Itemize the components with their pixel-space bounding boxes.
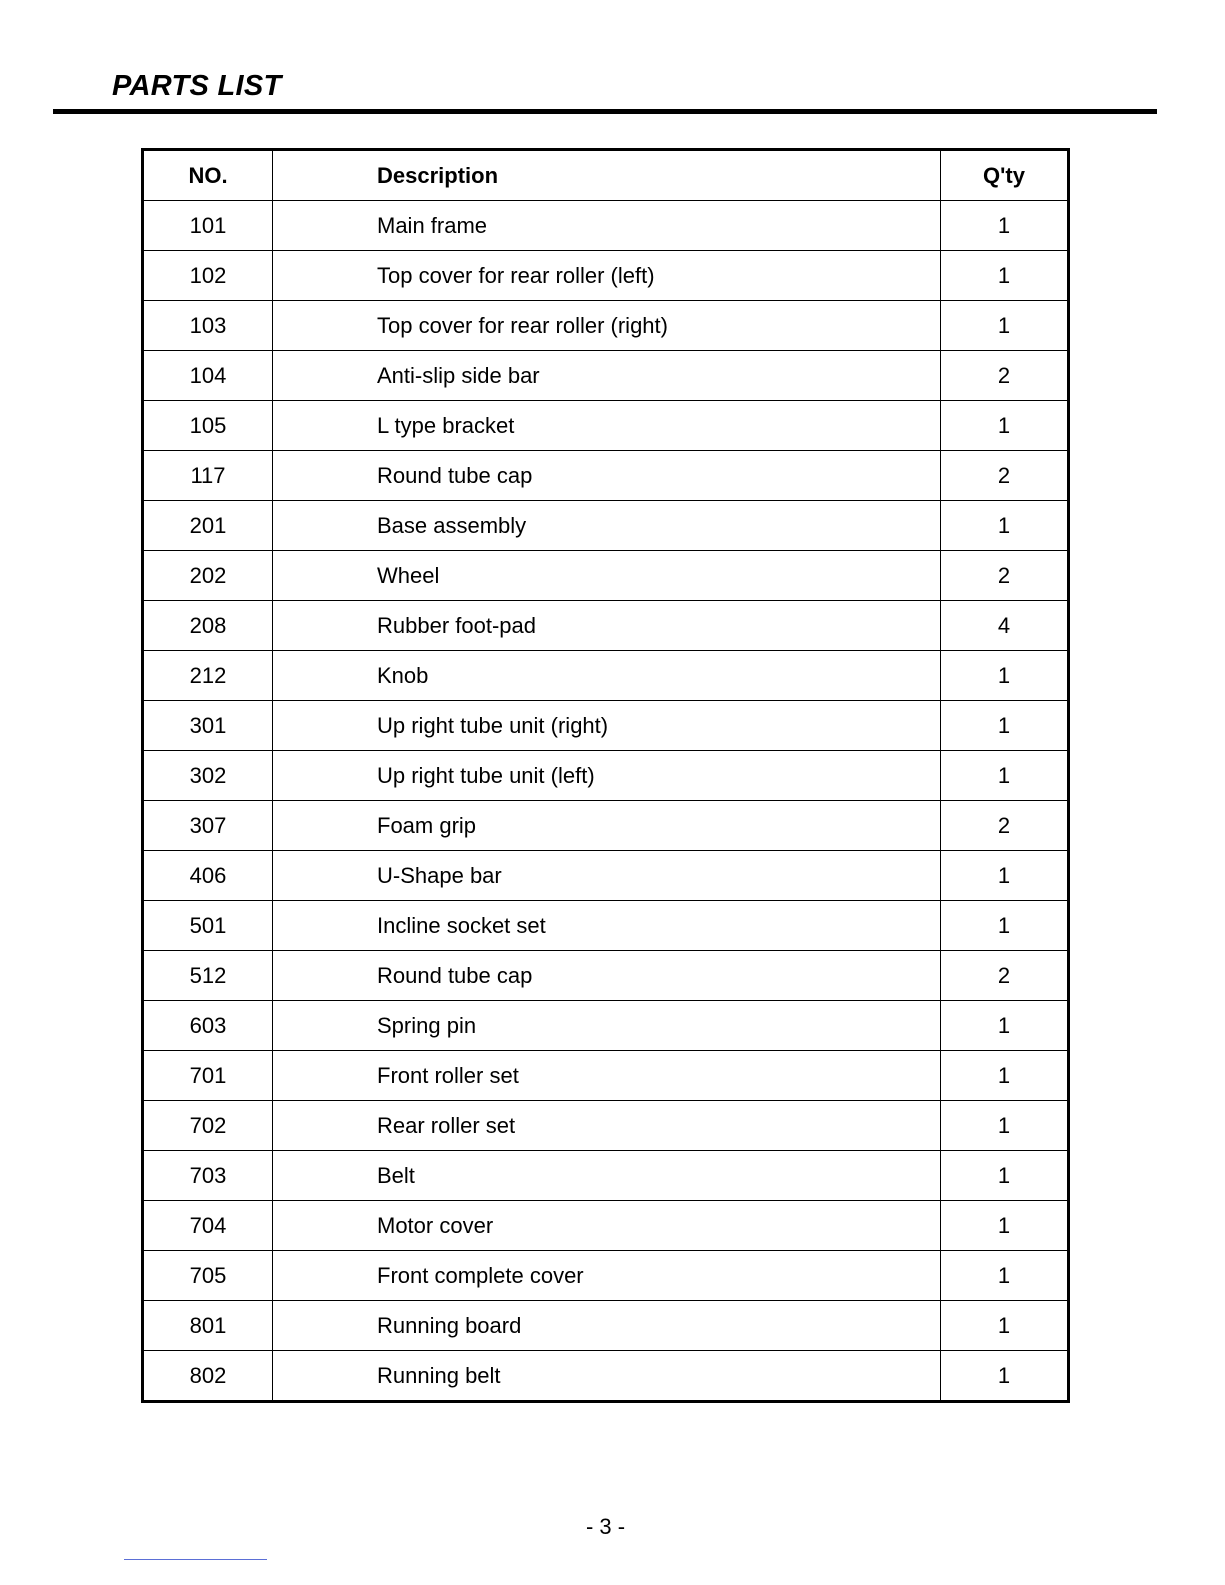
part-qty-cell: 1 bbox=[941, 501, 1069, 551]
table-row bbox=[143, 1001, 1069, 1051]
part-qty-cell: 1 bbox=[941, 1001, 1069, 1051]
table-row bbox=[143, 551, 1069, 601]
part-description-cell: Foam grip bbox=[273, 801, 941, 851]
part-description-cell: Top cover for rear roller (right) bbox=[273, 301, 941, 351]
part-description-cell: Front roller set bbox=[273, 1051, 941, 1101]
column-header-no: NO. bbox=[143, 150, 273, 201]
table-row bbox=[143, 851, 1069, 901]
part-description-cell: U-Shape bar bbox=[273, 851, 941, 901]
part-number-cell: 702 bbox=[143, 1101, 273, 1151]
part-description-cell: Knob bbox=[273, 651, 941, 701]
page-number: - 3 - bbox=[585, 1514, 626, 1539]
part-qty-cell: 1 bbox=[941, 1051, 1069, 1101]
part-description-cell: Running board bbox=[273, 1301, 941, 1351]
table-header-row bbox=[143, 150, 1069, 201]
part-qty-cell: 1 bbox=[941, 751, 1069, 801]
part-qty-cell: 2 bbox=[941, 451, 1069, 501]
part-number-cell: 603 bbox=[143, 1001, 273, 1051]
table-row bbox=[143, 1051, 1069, 1101]
part-number-cell: 102 bbox=[143, 251, 273, 301]
page-title: PARTS LIST bbox=[112, 70, 282, 102]
part-qty-cell: 1 bbox=[941, 851, 1069, 901]
table-row bbox=[143, 651, 1069, 701]
table-row bbox=[143, 1201, 1069, 1251]
part-qty-cell: 1 bbox=[941, 201, 1069, 251]
table-row bbox=[143, 701, 1069, 751]
part-description-cell: Spring pin bbox=[273, 1001, 941, 1051]
table-row bbox=[143, 951, 1069, 1001]
part-description-cell: Main frame bbox=[273, 201, 941, 251]
part-qty-cell: 1 bbox=[941, 1301, 1069, 1351]
part-qty-cell: 1 bbox=[941, 401, 1069, 451]
part-description-cell: Top cover for rear roller (left) bbox=[273, 251, 941, 301]
part-description-cell: Incline socket set bbox=[273, 901, 941, 951]
part-description-cell: Round tube cap bbox=[273, 451, 941, 501]
part-number-cell: 104 bbox=[143, 351, 273, 401]
part-qty-cell: 1 bbox=[941, 301, 1069, 351]
part-number-cell: 512 bbox=[143, 951, 273, 1001]
part-number-cell: 202 bbox=[143, 551, 273, 601]
part-qty-cell: 1 bbox=[941, 1101, 1069, 1151]
table-row bbox=[143, 901, 1069, 951]
part-qty-cell: 1 bbox=[941, 901, 1069, 951]
table-row bbox=[143, 501, 1069, 551]
part-description-cell: Up right tube unit (left) bbox=[273, 751, 941, 801]
part-description-cell: Front complete cover bbox=[273, 1251, 941, 1301]
part-number-cell: 501 bbox=[143, 901, 273, 951]
table-row bbox=[143, 1151, 1069, 1201]
part-number-cell: 801 bbox=[143, 1301, 273, 1351]
part-number-cell: 307 bbox=[143, 801, 273, 851]
part-qty-cell: 1 bbox=[941, 1351, 1069, 1402]
parts-table bbox=[141, 148, 1070, 1403]
parts-table-body bbox=[143, 201, 1069, 1402]
part-qty-cell: 1 bbox=[941, 1251, 1069, 1301]
part-description-cell: Up right tube unit (right) bbox=[273, 701, 941, 751]
table-row bbox=[143, 201, 1069, 251]
part-number-cell: 802 bbox=[143, 1351, 273, 1402]
part-number-cell: 302 bbox=[143, 751, 273, 801]
part-number-cell: 703 bbox=[143, 1151, 273, 1201]
table-row bbox=[143, 1351, 1069, 1402]
part-description-cell: Rear roller set bbox=[273, 1101, 941, 1151]
part-description-cell: Round tube cap bbox=[273, 951, 941, 1001]
part-number-cell: 212 bbox=[143, 651, 273, 701]
part-description-cell: Wheel bbox=[273, 551, 941, 601]
part-qty-cell: 1 bbox=[941, 1201, 1069, 1251]
title-divider bbox=[53, 109, 1157, 114]
table-row bbox=[143, 451, 1069, 501]
part-qty-cell: 2 bbox=[941, 351, 1069, 401]
table-row bbox=[143, 801, 1069, 851]
part-qty-cell: 1 bbox=[941, 651, 1069, 701]
part-description-cell: Anti-slip side bar bbox=[273, 351, 941, 401]
part-number-cell: 301 bbox=[143, 701, 273, 751]
part-number-cell: 406 bbox=[143, 851, 273, 901]
part-number-cell: 101 bbox=[143, 201, 273, 251]
table-row bbox=[143, 251, 1069, 301]
bottom-link-underline bbox=[124, 1559, 267, 1560]
part-number-cell: 117 bbox=[143, 451, 273, 501]
table-row bbox=[143, 351, 1069, 401]
part-description-cell: Base assembly bbox=[273, 501, 941, 551]
part-number-cell: 201 bbox=[143, 501, 273, 551]
column-header-qty: Q'ty bbox=[941, 150, 1069, 201]
part-number-cell: 103 bbox=[143, 301, 273, 351]
part-qty-cell: 1 bbox=[941, 251, 1069, 301]
part-description-cell: L type bracket bbox=[273, 401, 941, 451]
part-qty-cell: 1 bbox=[941, 1151, 1069, 1201]
table-row bbox=[143, 601, 1069, 651]
part-qty-cell: 1 bbox=[941, 701, 1069, 751]
table-row bbox=[143, 1301, 1069, 1351]
part-qty-cell: 2 bbox=[941, 801, 1069, 851]
part-description-cell: Belt bbox=[273, 1151, 941, 1201]
part-description-cell: Running belt bbox=[273, 1351, 941, 1402]
part-number-cell: 704 bbox=[143, 1201, 273, 1251]
part-number-cell: 705 bbox=[143, 1251, 273, 1301]
part-number-cell: 208 bbox=[143, 601, 273, 651]
part-qty-cell: 2 bbox=[941, 551, 1069, 601]
column-header-description: Description bbox=[273, 150, 941, 201]
part-qty-cell: 4 bbox=[941, 601, 1069, 651]
table-row bbox=[143, 1101, 1069, 1151]
part-description-cell: Motor cover bbox=[273, 1201, 941, 1251]
part-qty-cell: 2 bbox=[941, 951, 1069, 1001]
table-row bbox=[143, 1251, 1069, 1301]
part-number-cell: 105 bbox=[143, 401, 273, 451]
part-number-cell: 701 bbox=[143, 1051, 273, 1101]
table-row bbox=[143, 751, 1069, 801]
part-description-cell: Rubber foot-pad bbox=[273, 601, 941, 651]
table-row bbox=[143, 301, 1069, 351]
table-row bbox=[143, 401, 1069, 451]
